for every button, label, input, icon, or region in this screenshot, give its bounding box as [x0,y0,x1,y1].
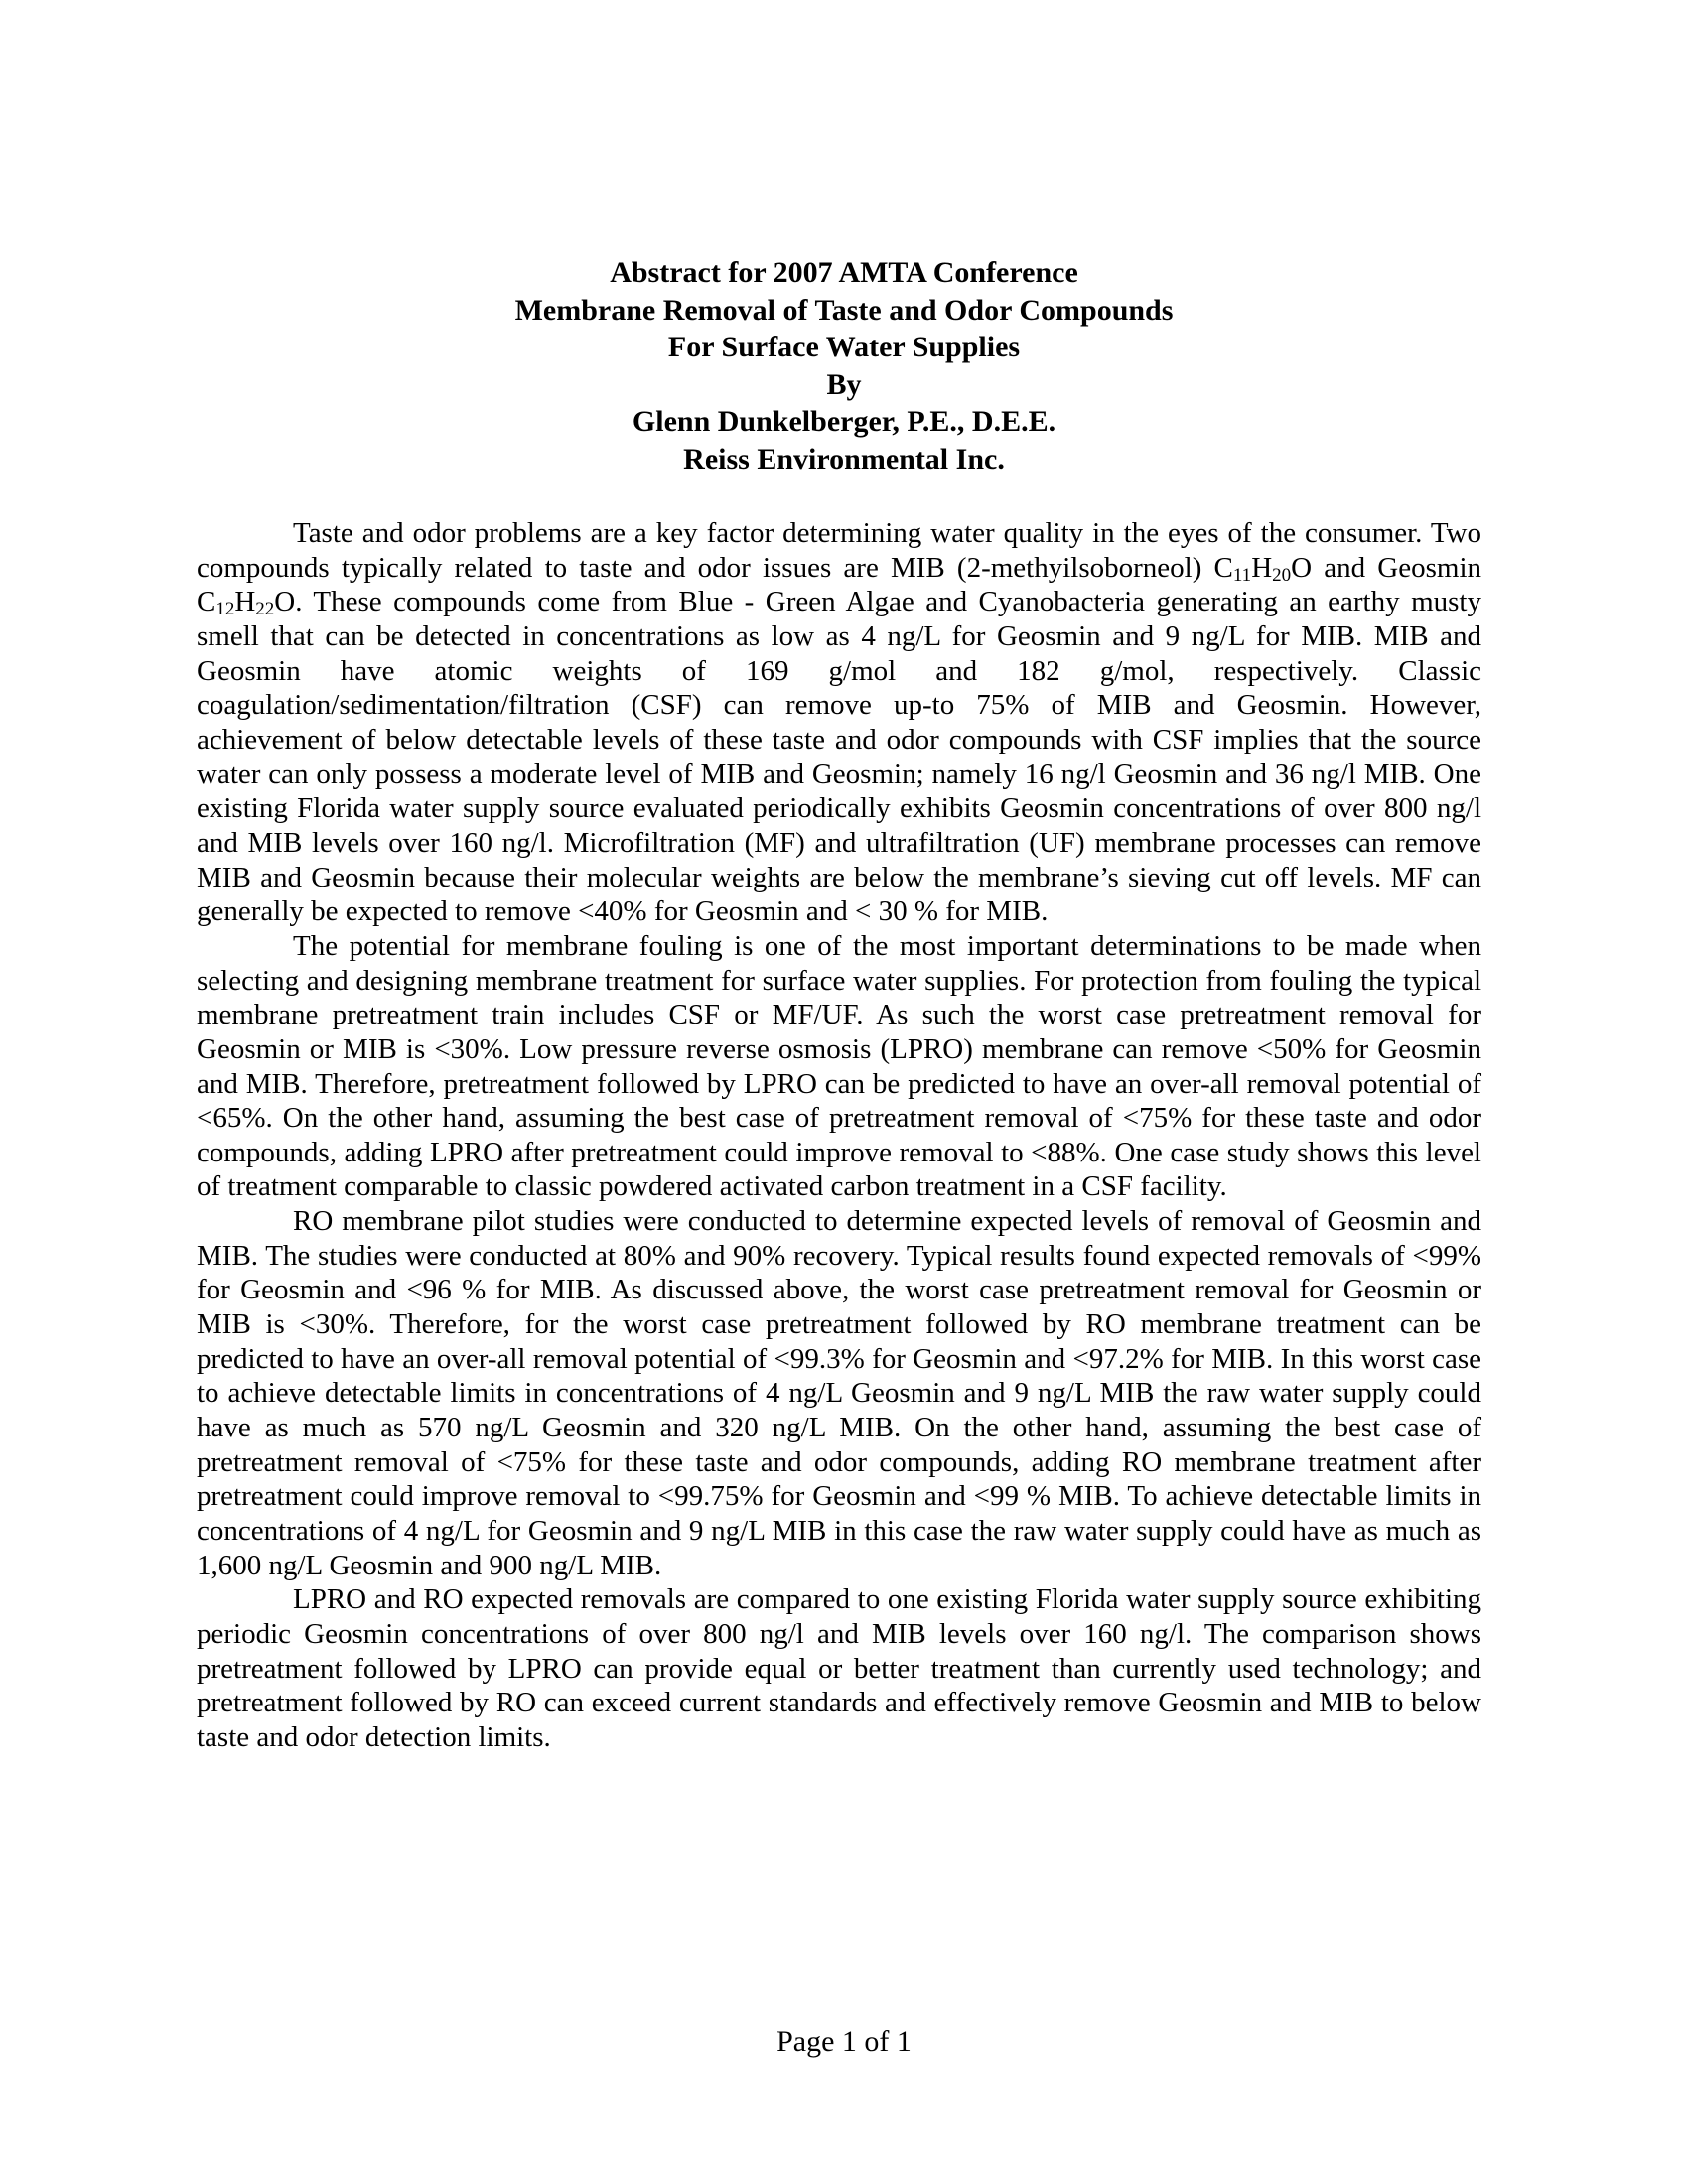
subscript: 20 [1272,564,1292,586]
text-run: O. These compounds come from Blue - Green Algae and Cyanobacteria generating an earthy musty smell that can be detected in concentrations as low as 4 ng/L for Geosmin and 9 ng/L for MIB. MIB and Geosmin have atomic weights of 169 g/mol and 182 g/mol, respectively. Classic coagulation/sedimentation/filtration (CSF) can remove up-to 75% of MIB and Geosmin. However, achievement of below detectable levels of these taste and odor compounds with CSF implies that the source water can only possess a moderate level of MIB and Geosmin; namely 16 ng/l Geosmin and 36 ng/l MIB. One existing Florida water supply source evaluated periodically exhibits Geosmin concentrations of over 800 ng/l and MIB levels over 160 ng/l. Microfiltration (MF) and ultrafiltration (UF) membrane processes can remove MIB and Geosmin because their molecular weights are below the membrane’s sieving cut off levels. MF can generally be expected to remove <40% for Geosmin and < 30 % for MIB. [197,586,1481,928]
text-run: H [234,586,256,618]
text-run: H [1251,551,1273,584]
text-run: Taste and odor problems are a key factor determining water quality in the eyes of the consumer. Two compounds typically related to taste and odor issues are MIB (2-methyilsoborneol) C [197,517,1481,584]
conference-title: Abstract for 2007 AMTA Conference [610,256,1078,289]
paper-subtitle: For Surface Water Supplies [667,331,1021,363]
author-affiliation: Reiss Environmental Inc. [683,442,1005,476]
title-block [0,254,1688,478]
abstract-body [197,516,1481,1755]
paragraph-comparison: LPRO and RO expected removals are compared to one existing Florida water supply source exhibiting periodic Geosmin concentrations of over 800 ng/l and MIB levels over 160 ng/l. The comparison shows pretreatment followed by LPRO can provide equal or better treatment than currently used technology; and pretreatment followed by RO can exceed current standards and effectively remove Geosmin and MIB to below taste and odor detection limits. [197,1583,1481,1753]
by-line: By [826,367,862,401]
paragraph-ro-pilot: RO membrane pilot studies were conducted to determine expected levels of removal of Geosmin and MIB. The studies were conducted at 80% and 90% recovery. Typical results found expected removals of <99% for Geosmin and <96 % for MIB. As discussed above, the worst case pretreatment removal for Geosmin or MIB is <30%. Therefore, for the worst case pretreatment followed by RO membrane treatment can be predicted to have an over-all removal potential of <99.3% for Geosmin and <97.2% for MIB. In this worst case to achieve detectable limits in concentrations of 4 ng/L Geosmin and 9 ng/L MIB the raw water supply could have as much as 570 ng/L Geosmin and 320 ng/L MIB. On the other hand, assuming the best case of pretreatment removal of <75% for these taste and odor compounds, adding RO membrane treatment after pretreatment could improve removal to <99.75% for Geosmin and <99 % MIB. To achieve detectable limits in concentrations of 4 ng/L for Geosmin and 9 ng/L MIB in this case the raw water supply could have as much as 1,600 ng/L Geosmin and 900 ng/L MIB. [197,1205,1481,1581]
subscript: 11 [1232,564,1252,586]
author-name: Glenn Dunkelberger, P.E., D.E.E. [632,405,1056,438]
paper-title: Membrane Removal of Taste and Odor Compounds [514,293,1174,327]
subscript: 12 [215,599,235,620]
subscript: 22 [255,599,275,620]
page-number: Page 1 of 1 [776,2025,912,2058]
text-run: O and Geosmin C [197,551,1482,618]
paragraph-fouling: The potential for membrane fouling is one of the most important determinations to be made when selecting and designing membrane treatment for surface water supplies. For protection from fouling the typical membrane pretreatment train includes CSF or MF/UF. As such the worst case pretreatment removal for Geosmin or MIB is <30%. Low pressure reverse osmosis (LPRO) membrane can remove <50% for Geosmin and MIB. Therefore, pretreatment followed by LPRO can be predicted to have an over-all removal potential of <65%. On the other hand, assuming the best case of pretreatment removal of <75% for these taste and odor compounds, adding LPRO after pretreatment could improve removal to <88%. One case study shows this level of treatment comparable to classic powdered activated carbon treatment in a CSF facility. [197,929,1481,1203]
paragraph-intro [197,516,1481,929]
